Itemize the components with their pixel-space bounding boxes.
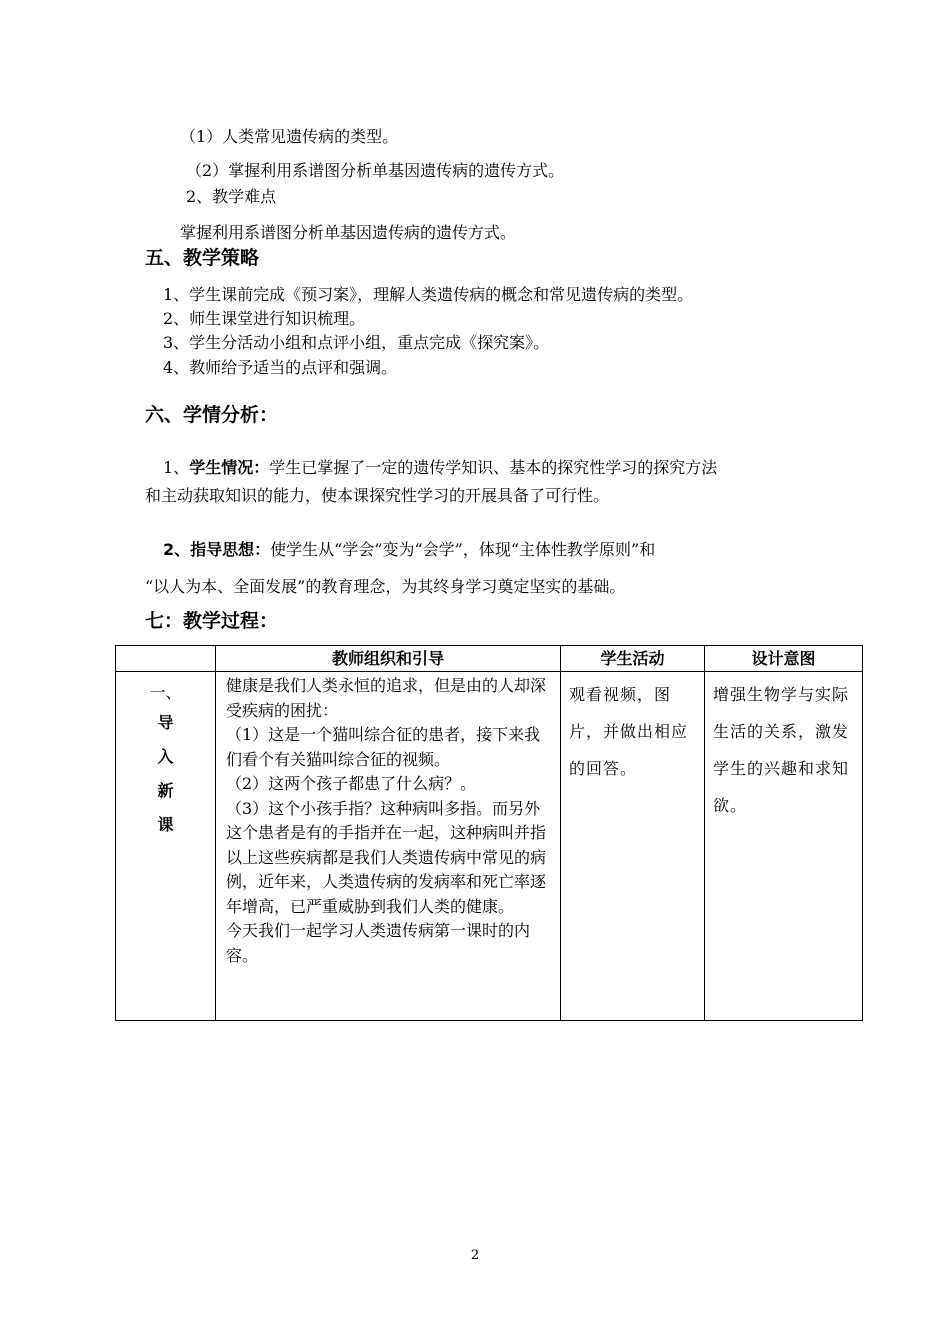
strategy-item-3: 3、学生分活动小组和点评小组，重点完成《探究案》。 (163, 333, 550, 352)
table-header-row (116, 646, 863, 672)
teacher-guidance-cell (216, 672, 561, 1021)
stage-number: 一、 (149, 683, 182, 702)
guiding-idea-line2: “以人为本、全面发展”的教育理念，为其终身学习奠定坚实的基础。 (145, 577, 626, 596)
student-situation-num: 1、 (163, 458, 190, 477)
stage-cell (116, 672, 216, 1021)
guiding-idea-label: 2、指导思想： (163, 540, 271, 559)
teacher-paragraph: 健康是我们人类永恒的追求，但是由的人却深受疾病的困扰： (226, 676, 547, 720)
student-situation-line2: 和主动获取知识的能力，使本课探究性学习的开展具备了可行性。 (145, 486, 610, 505)
section5-title: 五、教学策略 (145, 247, 260, 269)
table-row (116, 672, 863, 1021)
student-situation-line1 (163, 457, 717, 479)
header-intent: 设计意图 (705, 646, 863, 672)
teacher-paragraph: 今天我们一起学习人类遗传病第一课时的内容。 (226, 921, 531, 965)
header-stage (116, 646, 216, 672)
strategy-item-1: 1、学生课前完成《预习案》，理解人类遗传病的概念和常见遗传病的类型。 (163, 285, 694, 304)
section6-title: 六、学情分析： (145, 404, 279, 426)
stage-char: 导 (157, 713, 174, 732)
key-point-2: （2）掌握利用系谱图分析单基因遗传病的遗传方式。 (186, 161, 565, 180)
key-point-1: （1）人类常见遗传病的类型。 (180, 127, 399, 146)
section7-title: 七：教学过程： (145, 610, 279, 632)
teaching-process-table (115, 645, 863, 1021)
teacher-paragraph: （3）这个小孩手指？这种病叫多指。而另外这个患者是有的手指并在一起，这种病叫并指 (226, 798, 547, 842)
strategy-item-4: 4、教师给予适当的点评和强调。 (163, 358, 398, 377)
header-teacher: 教师组织和引导 (216, 646, 561, 672)
stage-char: 入 (157, 747, 174, 766)
stage-char: 课 (157, 815, 174, 834)
header-activity: 学生活动 (561, 646, 705, 672)
student-activity-cell: 观看视频，图片，并做出相应的回答。 (561, 672, 705, 1021)
student-situation-text1: 学生已掌握了一定的遗传学知识、基本的探究性学习的探究方法 (269, 458, 718, 477)
guiding-idea-line1 (163, 539, 655, 561)
strategy-item-2: 2、师生课堂进行知识梳理。 (163, 309, 366, 328)
teacher-paragraph: （2）这两个孩子都患了什么病？。 (226, 774, 477, 793)
teacher-paragraph: （1）这是一个猫叫综合征的患者，接下来我们看个有关猫叫综合征的视频。 (226, 725, 541, 769)
design-intent-cell: 增强生物学与实际生活的关系，激发学生的兴趣和求知欲。 (705, 672, 863, 1021)
difficulty-label: 2、教学难点 (186, 187, 277, 206)
guiding-idea-text1: 使学生从“学会”变为“会学”，体现“主体性教学原则”和 (270, 540, 656, 559)
page-number: 2 (470, 1248, 480, 1263)
stage-char: 新 (157, 781, 174, 800)
difficulty-text: 掌握利用系谱图分析单基因遗传病的遗传方式。 (180, 223, 517, 242)
teacher-paragraph: 以上这些疾病都是我们人类遗传病中常见的病例，近年来，人类遗传病的发病率和死亡率逐年增高，已严重威胁到我们人类的健康。 (226, 847, 547, 916)
student-situation-label: 学生情况： (189, 458, 270, 477)
